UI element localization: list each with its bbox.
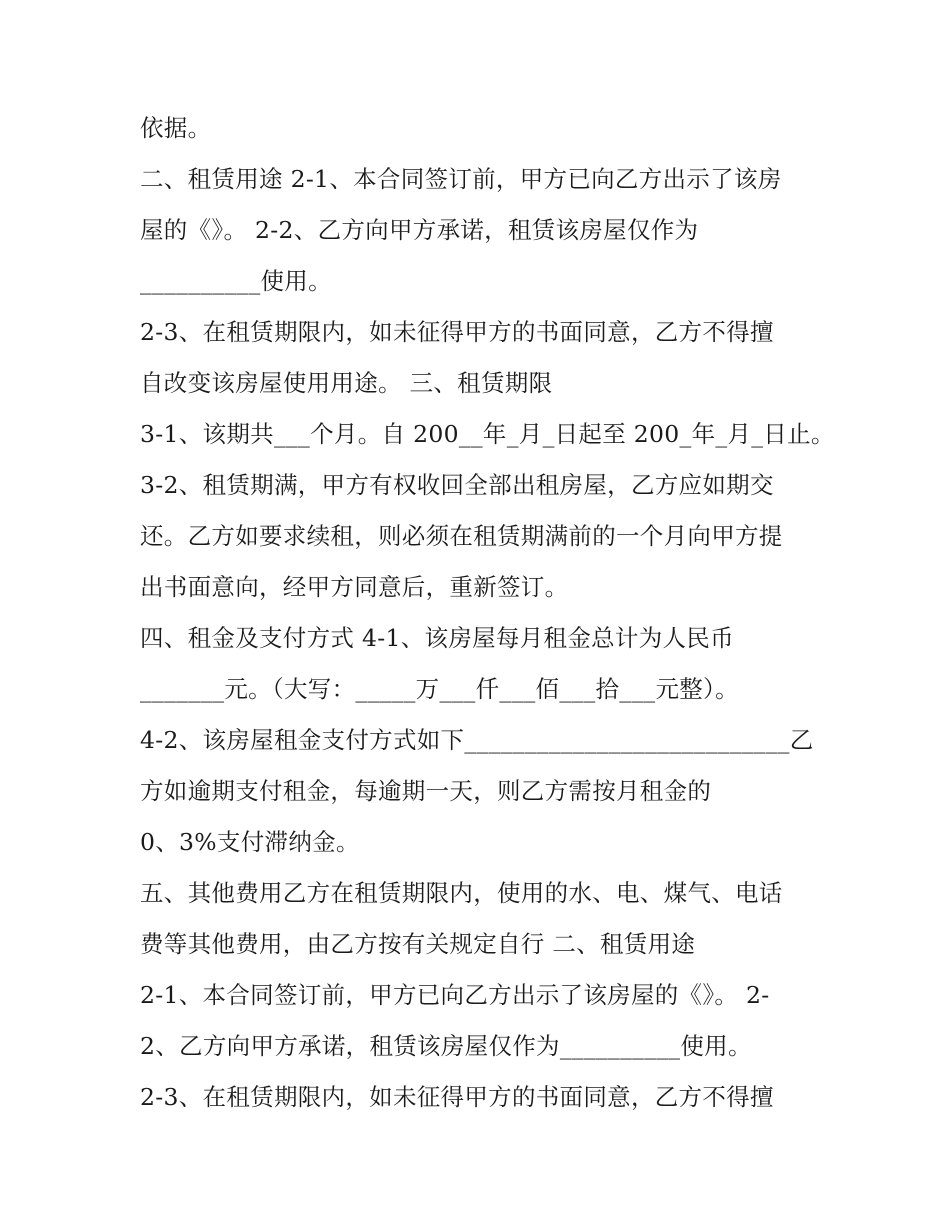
text-line: 0、3%支付滞纳金。 <box>140 828 360 856</box>
text-line: 自改变该房屋使用用途。 三、租赁期限 <box>140 369 553 397</box>
text-line: 依据。 <box>140 114 212 142</box>
text-line: 屋的《》。 2-2、乙方向甲方承诺，租赁该房屋仅作为 <box>140 216 699 244</box>
text-line: 还。乙方如要求续租，则必须在租赁期满前的一个月向甲方提 <box>140 522 783 550</box>
text-line: 二、租赁用途 2-1、本合同签订前，甲方已向乙方出示了该房 <box>140 165 782 193</box>
text-line: 费等其他费用，由乙方按有关规定自行 二、租赁用途 <box>140 930 696 958</box>
text-line: 3-2、租赁期满，甲方有权收回全部出租房屋，乙方应如期交 <box>140 471 774 499</box>
text-line: 2-3、在租赁期限内，如未征得甲方的书面同意，乙方不得擅 <box>140 1083 774 1111</box>
text-line: 3-1、该期共___个月。自 200__年_月_日起至 200_年_月_日止。 <box>140 420 835 448</box>
text-line: 四、租金及支付方式 4-1、该房屋每月租金总计为人民币 <box>140 624 734 652</box>
text-line: 2-3、在租赁期限内，如未征得甲方的书面同意，乙方不得擅 <box>140 318 774 346</box>
text-line: 2、乙方向甲方承诺，租赁该房屋仅作为__________使用。 <box>140 1032 752 1060</box>
text-line: 2-1、本合同签订前，甲方已向乙方出示了该房屋的《》。 2- <box>140 981 770 1009</box>
text-line: 出书面意向，经甲方同意后，重新签订。 <box>140 573 569 601</box>
text-line: 4-2、该房屋租金支付方式如下___________________________乙 <box>140 726 814 754</box>
text-line: _______元。（大写：_____万___仟___佰___拾___元整）。 <box>140 675 739 703</box>
text-line: __________使用。 <box>140 267 332 295</box>
text-line: 方如逾期支付租金，每逾期一天，则乙方需按月租金的 <box>140 777 712 805</box>
text-line: 五、其他费用乙方在租赁期限内，使用的水、电、煤气、电话 <box>140 879 783 907</box>
